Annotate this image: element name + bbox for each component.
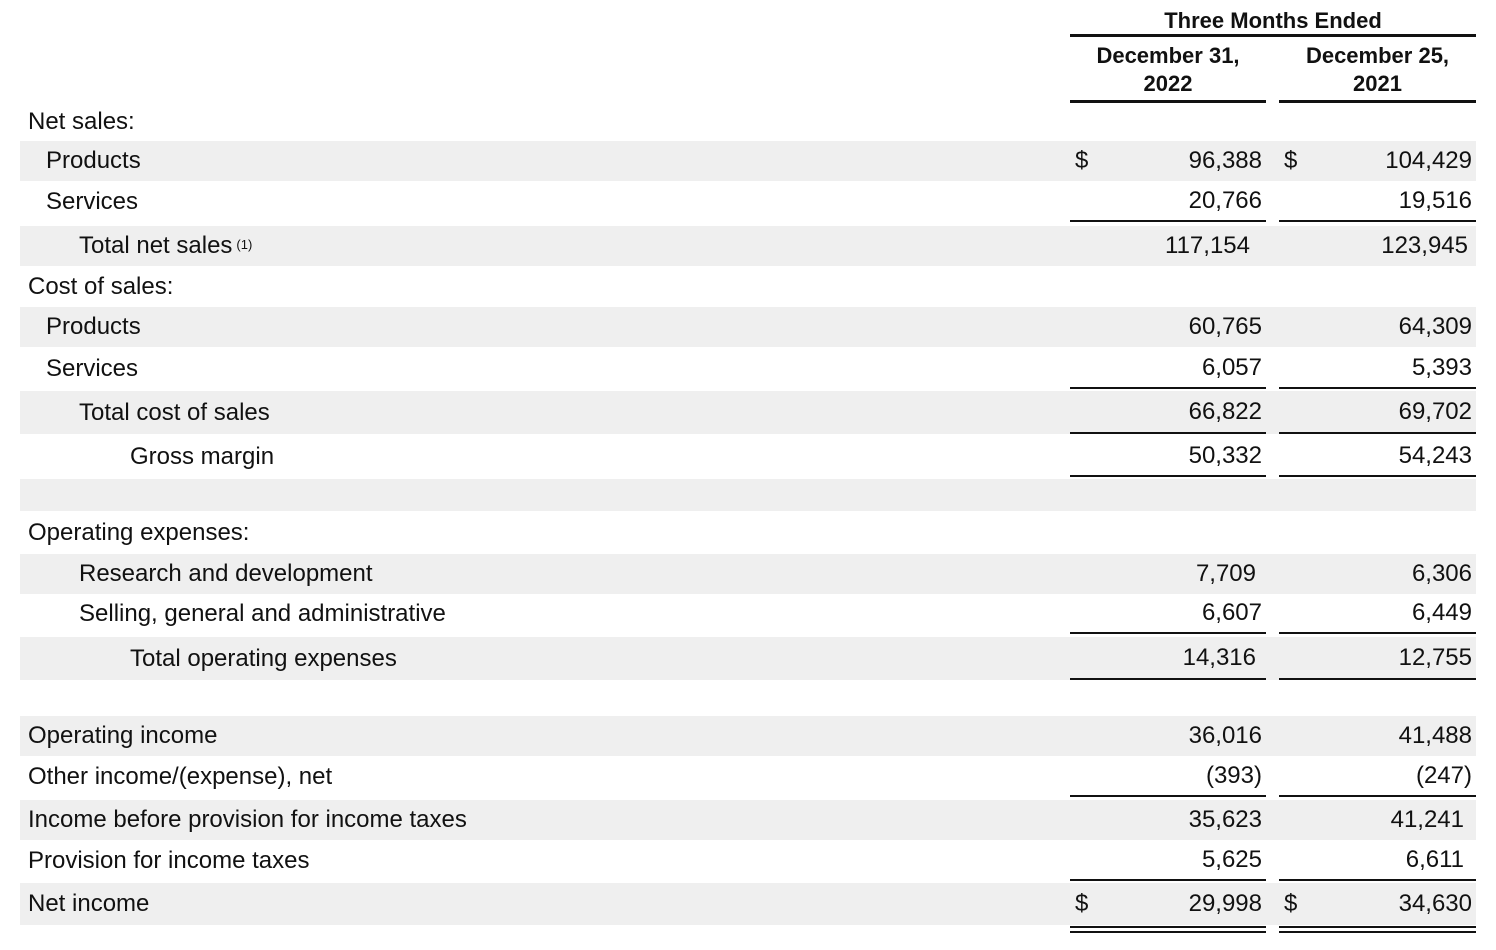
column-header-2022 <box>1070 42 1266 103</box>
value-2022 <box>1070 637 1266 680</box>
table-row-services-sales <box>20 181 1476 222</box>
value-2022 <box>1070 141 1266 181</box>
value-2021 <box>1279 800 1476 840</box>
row-label: Selling, general and administrative <box>79 600 446 627</box>
value-2022 <box>1070 436 1266 477</box>
value-2022 <box>1070 594 1266 634</box>
row-label: Total cost of sales <box>79 398 270 426</box>
value-2022 <box>1070 226 1266 266</box>
table-row-income-before-taxes <box>20 800 1476 840</box>
row-label: Gross margin <box>130 442 275 470</box>
row-label: Operating expenses: <box>28 519 250 546</box>
row-label: Services <box>46 354 139 382</box>
amount: 14,316 <box>1182 643 1256 671</box>
value-2021 <box>1279 883 1476 925</box>
table-row-net-sales-heading <box>20 103 1476 141</box>
row-label: Other income/(expense), net <box>28 762 333 790</box>
amount: 69,702 <box>1398 397 1472 425</box>
row-label: Provision for income taxes <box>28 846 310 874</box>
row-label: Income before provision for income taxes <box>28 806 467 833</box>
value-2022 <box>1070 716 1266 756</box>
table-row-provision-income-taxes <box>20 840 1476 881</box>
row-label <box>79 226 252 266</box>
table-row-spacer <box>20 479 1476 511</box>
amount: 41,488 <box>1398 722 1472 749</box>
table-row-gross-margin <box>20 436 1476 477</box>
currency-symbol: $ <box>1284 890 1298 917</box>
value-2021 <box>1279 141 1476 181</box>
value-2021 <box>1279 181 1476 222</box>
row-label: Net income <box>28 890 150 917</box>
table-row-selling-general-administrative <box>20 594 1476 634</box>
value-2021 <box>1279 436 1476 477</box>
table-row-operating-expenses-heading <box>20 514 1476 552</box>
amount: 6,057 <box>1201 353 1262 381</box>
value-2021 <box>1279 716 1476 756</box>
table-row-services-cost <box>20 348 1476 389</box>
table-row-cost-of-sales-heading <box>20 268 1476 306</box>
value-2021 <box>1279 307 1476 347</box>
row-label: Research and development <box>79 560 373 587</box>
value-2022 <box>1070 800 1266 840</box>
amount: 5,625 <box>1201 845 1262 873</box>
value-2021 <box>1279 637 1476 680</box>
row-label: Products <box>46 147 141 174</box>
currency-symbol: $ <box>1075 147 1089 174</box>
table-row-research-development <box>20 554 1476 594</box>
value-2022 <box>1070 554 1266 594</box>
row-label-text: Total net sales <box>79 232 233 259</box>
row-label: Services <box>46 187 139 215</box>
value-2022 <box>1070 883 1266 925</box>
amount: 19,516 <box>1398 186 1472 214</box>
row-label: Operating income <box>28 722 218 749</box>
table-row-spacer <box>20 682 1476 714</box>
table-row-other-income-expense <box>20 756 1476 797</box>
amount: 12,755 <box>1398 643 1472 671</box>
column-header-2021-line1: December 25, <box>1305 43 1450 68</box>
row-label: Cost of sales: <box>28 273 174 300</box>
amount: 29,998 <box>1188 890 1262 917</box>
currency-symbol: $ <box>1075 890 1089 917</box>
value-2022 <box>1070 756 1266 797</box>
value-2022 <box>1070 391 1266 434</box>
value-2021 <box>1279 594 1476 634</box>
amount: 35,623 <box>1188 806 1262 833</box>
footnote-marker: (1) <box>236 236 253 252</box>
table-row-total-operating-expenses <box>20 637 1476 680</box>
amount: (393) <box>1205 761 1262 789</box>
value-2021 <box>1279 554 1476 594</box>
table-row-operating-income <box>20 716 1476 756</box>
row-label: Net sales: <box>28 108 135 135</box>
value-2021 <box>1279 391 1476 434</box>
amount: 6,306 <box>1411 560 1472 587</box>
value-2021 <box>1279 348 1476 389</box>
amount: 36,016 <box>1188 722 1262 749</box>
value-2022 <box>1070 307 1266 347</box>
value-2021 <box>1279 226 1476 266</box>
header-three-months-ended: Three Months Ended <box>1164 8 1382 33</box>
value-2022 <box>1070 181 1266 222</box>
table-row-net-income <box>20 883 1476 925</box>
table-row-products-sales <box>20 141 1476 181</box>
amount: 54,243 <box>1398 441 1472 469</box>
header-rule <box>1070 34 1476 37</box>
amount: 96,388 <box>1188 147 1262 174</box>
column-header-2021 <box>1279 42 1476 103</box>
row-label: Total operating expenses <box>130 644 397 672</box>
amount: 64,309 <box>1398 313 1472 340</box>
amount: 7,709 <box>1195 560 1256 587</box>
value-2022 <box>1070 348 1266 389</box>
value-2021 <box>1279 756 1476 797</box>
amount: 20,766 <box>1188 186 1262 214</box>
amount: 117,154 <box>1165 232 1250 259</box>
amount: 6,607 <box>1201 599 1262 626</box>
amount: 5,393 <box>1411 353 1472 381</box>
column-header-2022-line2: 2022 <box>1143 71 1193 96</box>
amount: 34,630 <box>1398 890 1472 917</box>
currency-symbol: $ <box>1284 147 1298 174</box>
amount: 50,332 <box>1188 441 1262 469</box>
value-2021 <box>1279 840 1476 881</box>
column-header-2021-line2: 2021 <box>1353 71 1402 96</box>
amount: 6,449 <box>1411 599 1472 626</box>
amount: 6,611 <box>1405 845 1464 873</box>
amount: 41,241 <box>1390 806 1464 833</box>
column-header-2022-line1: December 31, <box>1096 43 1240 68</box>
amount: 66,822 <box>1188 397 1262 425</box>
table-row-total-cost-of-sales <box>20 391 1476 434</box>
table-row-products-cost <box>20 307 1476 347</box>
amount: 123,945 <box>1381 232 1468 259</box>
row-label: Products <box>46 313 141 340</box>
amount: 60,765 <box>1188 313 1262 340</box>
amount: 104,429 <box>1385 147 1472 174</box>
amount: (247) <box>1415 761 1472 789</box>
table-row-total-net-sales <box>20 226 1476 266</box>
value-2022 <box>1070 840 1266 881</box>
